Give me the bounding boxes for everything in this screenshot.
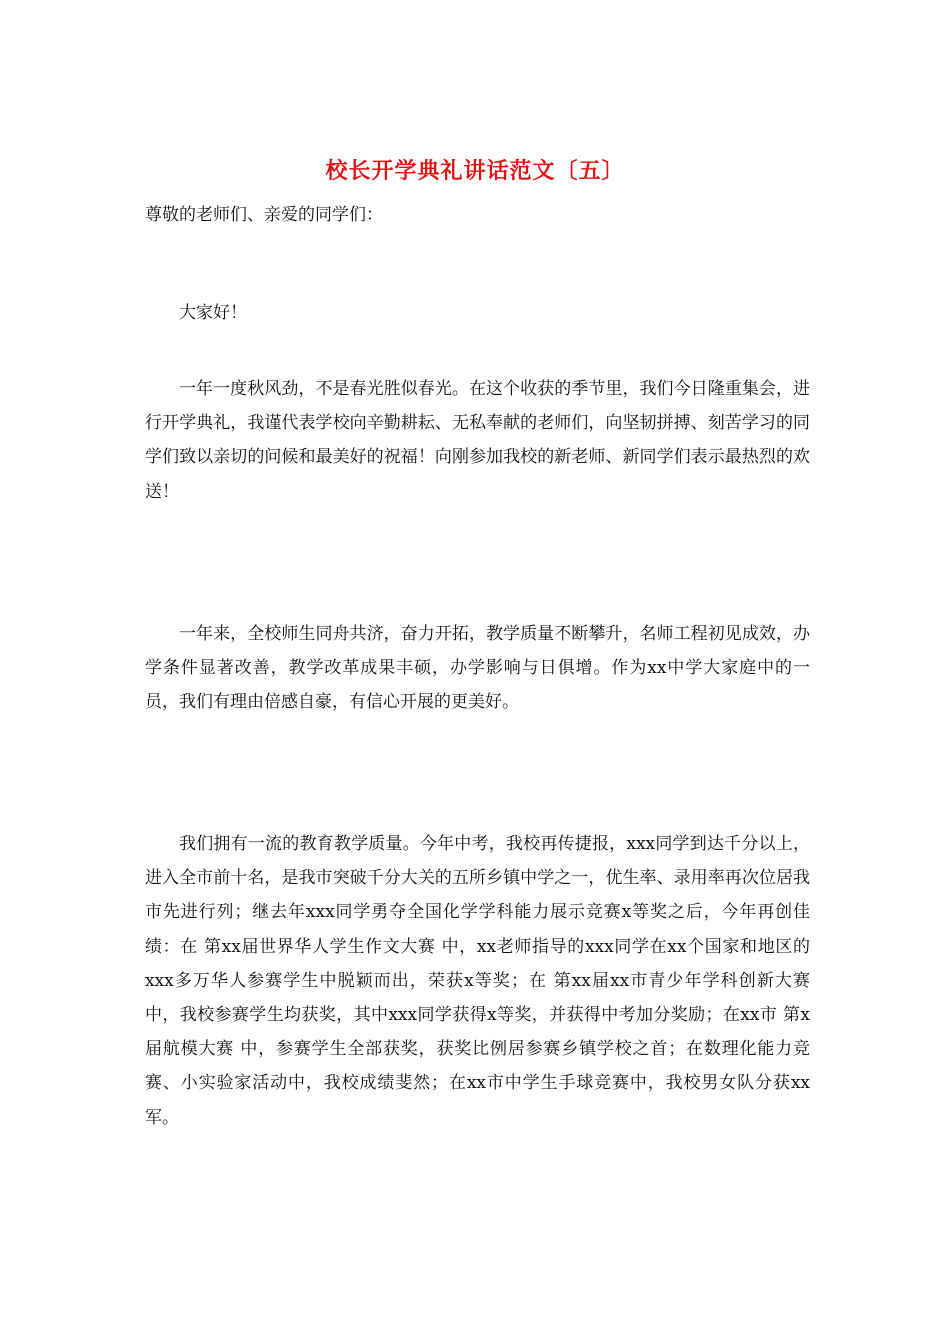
body-paragraph: 一年一度秋风劲，不是春光胜似春光。在这个收获的季节里，我们今日隆重集会，进行开学典礼，我谨代表学校向辛勤耕耘、无私奉献的老师们，向坚韧拼搏、刻苦学习的同学们致以亲切的问候和最美好的祝福！向刚参加我校的新老师、新同学们表示最热烈的欢送！ [145, 379, 810, 502]
body-paragraph: 我们拥有一流的教育教学质量。今年中考，我校再传捷报，xxx同学到达千分以上，进入全市前十名，是我市突破千分大关的五所乡镇中学之一，优生率、录用率再次位居我市先进行列；继去年xxx同学勇夺全国化学学科能力展示竞赛x等奖之后，今年再创佳绩：在 第xx届世界华人学生作文大赛 中，xx老师指导的xxx同学在xx个国家和地区的xxx多万华人参赛学生中脱颖而出，荣获x等奖；在 第xx届xx市青少年学科创新大赛 中，我校参赛学生均获奖，其中xxx同学获得x等奖，并获得中考加分奖励；在xx市 第x届航模大赛 中，参赛学生全部获奖，获奖比例居参赛乡镇学校之首；在数理化能力竞赛、小实验家活动中，我校成绩斐然；在xx市中学生手球竞赛中，我校男女队分获xx军。 [145, 834, 810, 1128]
greeting-paragraph: 大家好！ [179, 303, 247, 323]
document-title: 校长开学典礼讲话范文〔五〕 [325, 158, 625, 184]
body-paragraph: 一年来，全校师生同舟共济，奋力开拓，教学质量不断攀升，名师工程初见成效，办学条件显著改善，教学改革成果丰硕，办学影响与日俱增。作为xx中学大家庭中的一员，我们有理由倍感自豪，有信心开展的更美好。 [145, 624, 810, 713]
salutation: 尊敬的老师们、亲爱的同学们： [145, 205, 383, 225]
